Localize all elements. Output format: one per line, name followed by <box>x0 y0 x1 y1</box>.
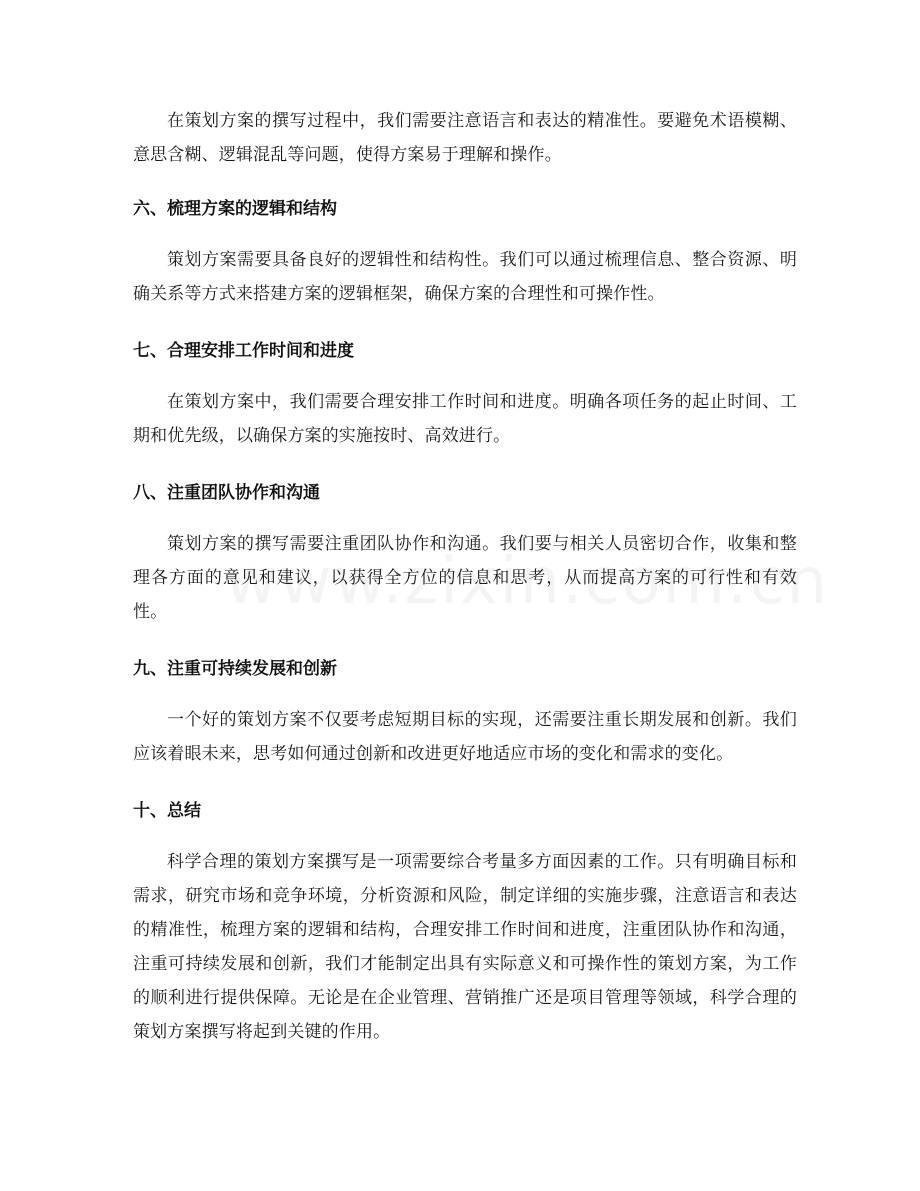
section-heading-8: 八、注重团队协作和沟通 <box>133 483 320 503</box>
section-heading-6: 六、梳理方案的逻辑和结构 <box>133 199 337 219</box>
section-paragraph-8: 策划方案的撰写需要注重团队协作和沟通。我们要与相关人员密切合作，收集和整理各方面的意见和建议，以获得全方位的信息和思考，从而提高方案的可行性和有效性。 <box>133 534 797 622</box>
section-paragraph-7: 在策划方案中，我们需要合理安排工作时间和进度。明确各项任务的起止时间、工期和优先级，以确保方案的实施按时、高效进行。 <box>133 392 797 446</box>
section-paragraph-6: 策划方案需要具备良好的逻辑性和结构性。我们可以通过梳理信息、整合资源、明确关系等方式来搭建方案的逻辑框架，确保方案的合理性和可操作性。 <box>133 250 797 304</box>
section-heading-7: 七、合理安排工作时间和进度 <box>133 341 354 361</box>
section-paragraph-10: 科学合理的策划方案撰写是一项需要综合考量多方面因素的工作。只有明确目标和需求，研究市场和竞争环境，分析资源和风险，制定详细的实施步骤，注意语言和表达的精准性，梳理方案的逻辑和结构，合理安排工作时间和进度，注重团队协作和沟通，注重可持续发展和创新，我们才能制定出具有实际意义和可操作性的策划方案，为工作的顺利进行提供保障。无论是在企业管理、营销推广还是项目管理等领域，科学合理的策划方案撰写将起到关键的作用。 <box>133 852 797 1042</box>
section-paragraph-9: 一个好的策划方案不仅要考虑短期目标的实现，还需要注重长期发展和创新。我们应该着眼未来，思考如何通过创新和改进更好地适应市场的变化和需求的变化。 <box>133 710 797 764</box>
intro-paragraph: 在策划方案的撰写过程中，我们需要注意语言和表达的精准性。要避免术语模糊、意思含糊、逻辑混乱等问题，使得方案易于理解和操作。 <box>133 111 797 165</box>
document-body <box>133 104 797 1049</box>
section-heading-9: 九、注重可持续发展和创新 <box>133 659 337 679</box>
section-heading-10: 十、总结 <box>133 801 201 821</box>
